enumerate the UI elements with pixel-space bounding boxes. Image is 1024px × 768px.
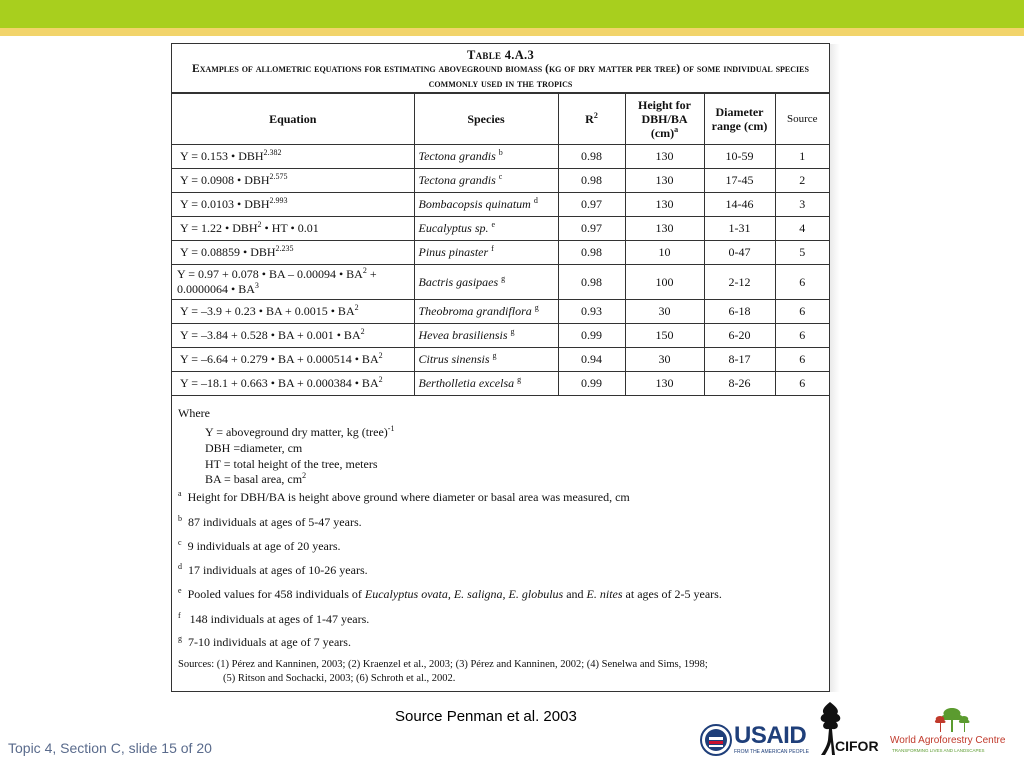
source-cell: 6 — [775, 372, 829, 396]
equation-cell: Y = 0.0908 • $DBH^{2.575}$ — [172, 169, 414, 193]
cifor-logo — [815, 700, 881, 760]
r2-cell: 0.98 — [558, 265, 625, 300]
diameter-range-cell: 14-46 — [704, 193, 775, 217]
height-cell: 150 — [625, 324, 704, 348]
r2-cell: 0.97 — [558, 217, 625, 241]
species-cell: Hevea brasiliensis $^g$ — [414, 324, 558, 348]
r2-cell: 0.99 — [558, 324, 625, 348]
equation-cell: Y = –3.9 + 0.23 • BA + 0.0015 • $BA^2$ — [172, 300, 414, 324]
footnote-a: $^a$ Height for DBH/BA is height above ground where diameter or basal area was measured, cm — [178, 489, 630, 504]
table-header-row — [172, 93, 829, 145]
icraf-trees-icon — [932, 706, 972, 734]
diameter-range-cell: 0-47 — [704, 241, 775, 265]
source-cell: 6 — [775, 324, 829, 348]
equation-cell: Y = –6.64 + 0.279 • BA + 0.000514 • $BA^2$ — [172, 348, 414, 372]
source-cell: 3 — [775, 193, 829, 217]
definition-dbh: DBH =diameter, cm — [205, 441, 303, 455]
top-accent-stripe — [0, 28, 1024, 36]
source-cell: 2 — [775, 169, 829, 193]
species-cell: Bombacopsis quinatum $^d$ — [414, 193, 558, 217]
table-row — [172, 300, 829, 324]
r2-cell: 0.97 — [558, 193, 625, 217]
allometric-table-figure — [171, 43, 830, 692]
table-row — [172, 265, 829, 300]
species-cell: Pinus pinaster $^f$ — [414, 241, 558, 265]
definition-y: Y = aboveground dry matter, kg (tree)$^{-1}$ — [205, 424, 395, 439]
table-row — [172, 145, 829, 169]
footnote-f: $^f$ 148 individuals at ages of 1-47 years. — [178, 611, 370, 626]
table-row — [172, 241, 829, 265]
icraf-wordmark: World Agroforestry Centre — [890, 735, 1006, 746]
height-cell: 130 — [625, 169, 704, 193]
height-cell: 30 — [625, 348, 704, 372]
height-cell: 30 — [625, 300, 704, 324]
table-title: Examples of allometric equations for estimating aboveground biomass (kg of dry matter per tree) of some individual species commonly used in the tropics — [192, 63, 809, 90]
sources-line-2: (5) Ritson and Sochacki, 2003; (6) Schroth et al., 2002. — [223, 673, 456, 684]
equation-cell: Y = 0.0103 • $DBH^{2.993}$ — [172, 193, 414, 217]
usaid-tagline: FROM THE AMERICAN PEOPLE — [734, 749, 809, 755]
equation-cell: Y = –18.1 + 0.663 • BA + 0.000384 • $BA^2$ — [172, 372, 414, 396]
equation-cell: Y = 1.22 • DBH$^2$ • HT • 0.01 — [172, 217, 414, 241]
source-cell: 6 — [775, 300, 829, 324]
footnote-g: $^g$ 7-10 individuals at age of 7 years. — [178, 634, 351, 649]
icraf-logo — [890, 706, 1020, 756]
usaid-logo — [700, 722, 810, 760]
species-cell: Bactris gasipaes $^g$ — [414, 265, 558, 300]
sources-line-1: Sources: (1) Pérez and Kanninen, 2003; (2) Kraenzel et al., 2003; (3) Pérez and Kanninen, 2002; (4) Senelwa and Sims, 1998; — [178, 659, 708, 670]
icraf-tagline: TRANSFORMING LIVES AND LANDSCAPES — [892, 748, 985, 753]
r2-cell: 0.98 — [558, 169, 625, 193]
definition-ba: BA = basal area, $cm^2$ — [205, 471, 307, 486]
r2-cell: 0.94 — [558, 348, 625, 372]
definition-ht: HT = total height of the tree, meters — [205, 457, 378, 471]
header-r2: $R^2$ — [558, 93, 625, 145]
species-cell: Tectona grandis $^c$ — [414, 169, 558, 193]
footnote-b: $^b$ 87 individuals at ages of 5-47 years. — [178, 514, 362, 529]
table-shadow — [830, 44, 840, 692]
source-cell: 6 — [775, 348, 829, 372]
r2-cell: 0.98 — [558, 145, 625, 169]
footnote-c: $^c$ 9 individuals at age of 20 years. — [178, 538, 341, 553]
diameter-range-cell: 10-59 — [704, 145, 775, 169]
diameter-range-cell: 8-17 — [704, 348, 775, 372]
source-caption: Source Penman et al. 2003 — [395, 708, 577, 725]
height-cell: 10 — [625, 241, 704, 265]
source-cell: 1 — [775, 145, 829, 169]
slide-footer: Topic 4, Section C, slide 15 of 20 — [8, 740, 212, 756]
height-cell: 130 — [625, 217, 704, 241]
equation-cell: Y = –3.84 + 0.528 • BA + 0.001 • $BA^2$ — [172, 324, 414, 348]
diameter-range-cell: 8-26 — [704, 372, 775, 396]
header-species: Species — [414, 93, 558, 145]
usaid-seal-icon — [700, 724, 732, 756]
height-cell: 100 — [625, 265, 704, 300]
r2-cell: 0.99 — [558, 372, 625, 396]
diameter-range-cell: 6-20 — [704, 324, 775, 348]
allometric-equations-table — [172, 92, 829, 396]
r2-cell: 0.98 — [558, 241, 625, 265]
where-label: Where — [178, 406, 210, 420]
cifor-wordmark: CIFOR — [835, 738, 879, 754]
species-cell: Tectona grandis $^b$ — [414, 145, 558, 169]
diameter-range-cell: 17-45 — [704, 169, 775, 193]
table-caption — [172, 48, 829, 92]
species-cell: Theobroma grandiflora $^g$ — [414, 300, 558, 324]
equation-cell: Y = 0.08859 • $DBH^{2.235}$ — [172, 241, 414, 265]
footnote-d: $^d$ 17 individuals at ages of 10-26 years. — [178, 562, 368, 577]
table-row — [172, 348, 829, 372]
r2-cell: 0.93 — [558, 300, 625, 324]
height-cell: 130 — [625, 372, 704, 396]
equation-cell: Y = 0.153 • $DBH^{2.382}$ — [172, 145, 414, 169]
diameter-range-cell: 6-18 — [704, 300, 775, 324]
source-cell: 6 — [775, 265, 829, 300]
top-accent-bar — [0, 0, 1024, 28]
table-row — [172, 217, 829, 241]
table-row — [172, 193, 829, 217]
diameter-range-cell: 2-12 — [704, 265, 775, 300]
usaid-wordmark: USAID — [734, 722, 807, 749]
species-cell: Citrus sinensis $^g$ — [414, 348, 558, 372]
height-cell: 130 — [625, 145, 704, 169]
footnote-e: $^e$ Pooled values for 458 individuals of Eucalyptus ovata, E. saligna, E. globulus and E. nites at ages of 2-5 years. — [178, 586, 722, 601]
source-cell: 5 — [775, 241, 829, 265]
header-height: Height for DBH/BA (cm)$^a$ — [625, 93, 704, 145]
table-number: Table 4.A.3 — [466, 48, 535, 62]
table-row — [172, 372, 829, 396]
source-cell: 4 — [775, 217, 829, 241]
header-source: Source — [775, 93, 829, 145]
equation-cell: Y = 0.97 + 0.078 • BA – 0.00094 • $BA^2 + 0.0000064$ • $BA^3$ — [172, 265, 414, 300]
table-row — [172, 324, 829, 348]
diameter-range-cell: 1-31 — [704, 217, 775, 241]
header-diameter-range: Diameter range (cm) — [704, 93, 775, 145]
header-equation: Equation — [172, 93, 414, 145]
species-cell: Bertholletia excelsa $^g$ — [414, 372, 558, 396]
table-row — [172, 169, 829, 193]
species-cell: Eucalyptus sp. $^e$ — [414, 217, 558, 241]
sources-note — [178, 658, 708, 686]
height-cell: 130 — [625, 193, 704, 217]
